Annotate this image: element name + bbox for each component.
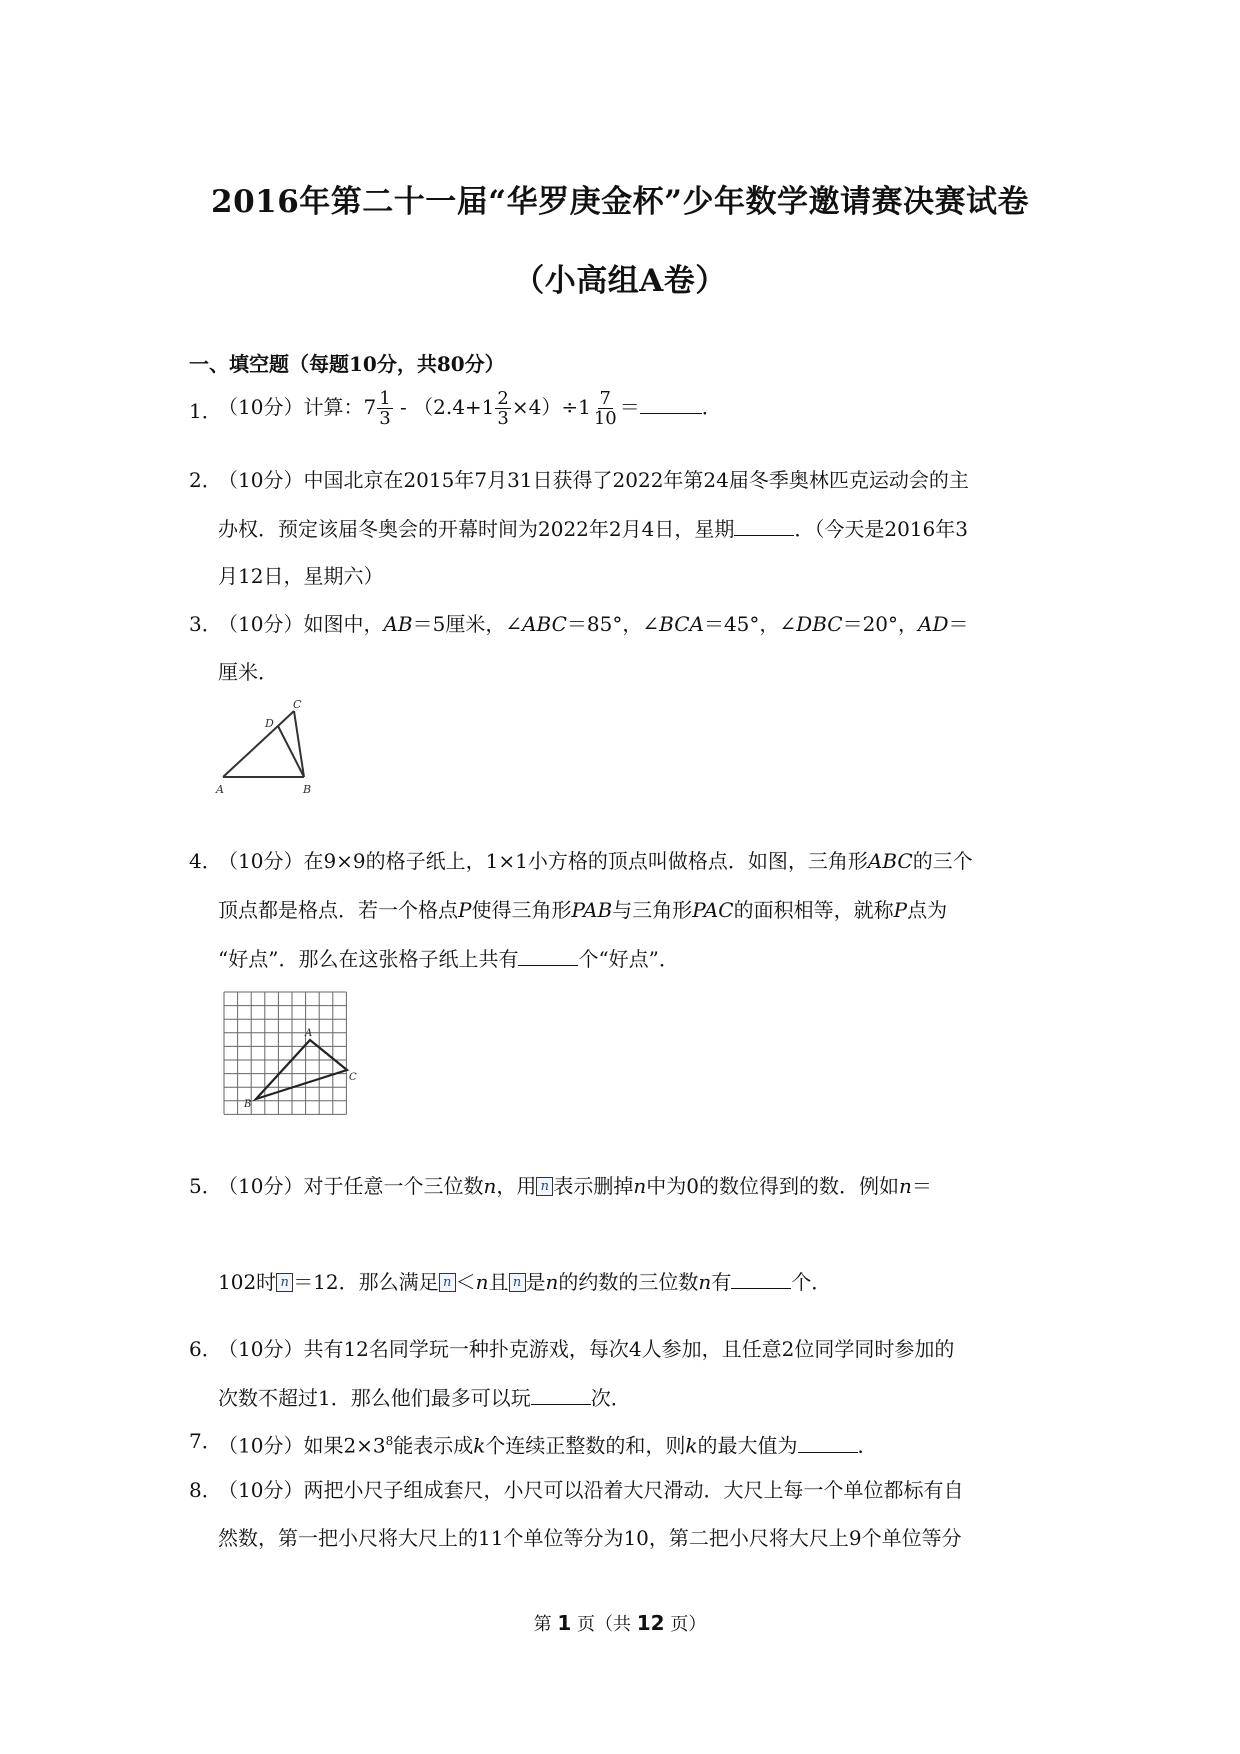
q1-fraction-c: $\frac{7}{10}$ — [593, 388, 617, 429]
question-1-number: 1． — [189, 399, 222, 423]
question-4-line-1: （10分）在9×9的格子纸上，1×1小方格的顶点叫做格点．如图，三角形ABC的三个 — [218, 849, 973, 873]
page-footer: 第 1 页（共 12 页） — [533, 1611, 707, 1635]
question-7-number: 7． — [189, 1429, 222, 1453]
question-3-line-2: 厘米． — [218, 660, 278, 684]
q1-score: （10分）计算： — [218, 395, 364, 419]
question-1 — [218, 389, 722, 428]
q1-fraction-b: $\frac{2}{3}$ — [497, 388, 509, 429]
question-4-line-3: “好点”．那么在这张格子纸上共有 个“好点”． — [218, 947, 679, 971]
q1-text-mid1: - （2.4+1 — [393, 395, 495, 419]
question-4-line-2: 顶点都是格点．若一个格点P使得三角形PAB与三角形PAC的面积相等，就称P点为 — [218, 898, 948, 922]
current-page: 1 — [557, 1611, 572, 1635]
question-2-line-1: （10分）中国北京在2015年7月31日获得了2022年第24届冬季奥林匹克运动会的主 — [218, 468, 969, 492]
triangle-abc — [256, 1040, 347, 1099]
label-b: B — [303, 783, 312, 796]
grid-label-b: B — [244, 1099, 252, 1110]
triangle-figure-q3 — [210, 695, 330, 797]
q1-answer-blank — [640, 393, 702, 414]
q1-whole-a: 7 — [363, 395, 377, 419]
q6-answer-blank — [531, 1384, 591, 1405]
grid-figure-q4 — [222, 990, 364, 1132]
question-6-number: 6． — [189, 1337, 222, 1361]
boxed-n-icon: n — [276, 1273, 293, 1292]
document-subtitle: （小高组A卷） — [513, 263, 727, 299]
q4-answer-blank — [518, 945, 578, 966]
question-2-line-2: 办权．预定该届冬奥会的开幕时间为2022年2月4日，星期 ．（今天是2016年3 — [218, 517, 968, 541]
q5-answer-blank — [731, 1268, 791, 1289]
q7-answer-blank — [798, 1432, 858, 1453]
question-2-number: 2． — [189, 468, 222, 492]
label-c: C — [293, 698, 302, 711]
question-6-line-2: 次数不超过1．那么他们最多可以玩 次． — [218, 1386, 631, 1410]
grid-label-c: C — [349, 1072, 357, 1083]
document-title: 2016年第二十一届“华罗庚金杯”少年数学邀请赛决赛试卷 — [211, 184, 1029, 220]
q1-equals: ＝ — [619, 395, 640, 419]
question-3-number: 3． — [189, 612, 222, 636]
boxed-n-icon: n — [509, 1273, 526, 1292]
grid-label-a: A — [305, 1028, 313, 1039]
question-8-line-2: 然数，第一把小尺将大尺上的11个单位等分为10，第二把小尺将大尺上9个单位等分 — [218, 1526, 962, 1550]
question-5-line-1: （10分）对于任意一个三位数n，用 n 表示删掉n中为0的数位得到的数．例如n＝ — [218, 1174, 932, 1198]
q1-period: ． — [701, 395, 722, 419]
boxed-n-icon: n — [536, 1177, 553, 1196]
boxed-n-icon: n — [439, 1273, 456, 1292]
question-2-line-3: 月12日，星期六） — [218, 564, 384, 588]
question-8-line-1: （10分）两把小尺子组成套尺，小尺可以沿着大尺滑动．大尺上每一个单位都标有自 — [218, 1478, 964, 1502]
question-3-line-1: （10分）如图中，AB＝5厘米，∠ABC＝85°，∠BCA＝45°，∠DBC＝20°，AD＝ — [218, 612, 969, 636]
question-5-line-2: 102时 n ＝12．那么满足 n ＜n且 n 是n的约数的三位数n有 个． — [218, 1270, 832, 1294]
question-8-number: 8． — [189, 1478, 222, 1502]
q1-text-mid2: ×4）÷1 — [511, 395, 591, 419]
question-7: （10分）如果$2\times 3^8$能表示成k个连续正整数的和，则k的最大值为 ． — [218, 1433, 878, 1458]
label-d: D — [265, 717, 274, 730]
q2-answer-blank — [734, 515, 794, 536]
q1-fraction-a: $\frac{1}{3}$ — [379, 388, 391, 429]
question-6-line-1: （10分）共有12名同学玩一种扑克游戏，每次4人参加，且任意2位同学同时参加的 — [218, 1337, 955, 1361]
question-4-number: 4． — [189, 849, 222, 873]
label-a: A — [216, 783, 224, 796]
question-5-number: 5． — [189, 1174, 222, 1198]
section-heading: 一、填空题（每题10分，共80分） — [189, 352, 505, 376]
total-pages: 12 — [636, 1611, 665, 1635]
